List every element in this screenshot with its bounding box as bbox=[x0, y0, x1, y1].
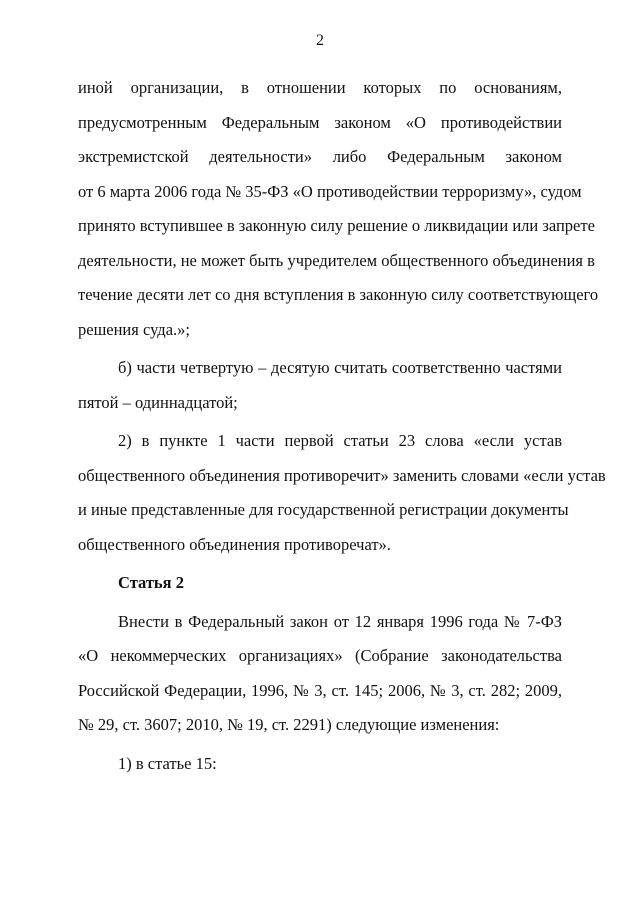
text-line: экстремистской деятельности» либо Федеральным законом bbox=[78, 147, 562, 166]
article-heading bbox=[78, 571, 562, 606]
document-body bbox=[78, 76, 606, 786]
paragraph-item-1 bbox=[78, 752, 562, 787]
text-line: б) части четвертую – десятую считать соответственно частями bbox=[118, 358, 562, 377]
text-line: Российской Федерации, 1996, № 3, ст. 145; 2006, № 3, ст. 282; 2009, bbox=[78, 680, 562, 700]
text-line: 1) в статье 15: bbox=[118, 753, 217, 773]
text-line: течение десяти лет со дня вступления в законную силу соответствующего bbox=[78, 285, 599, 304]
paragraph-item-b bbox=[78, 356, 562, 425]
text-line: «О некоммерческих организациях» (Собрание законодательства bbox=[78, 646, 562, 665]
text-line: от 6 марта 2006 года № 35-ФЗ «О противодействии терроризму», судом bbox=[78, 181, 582, 201]
page-number: 2 bbox=[316, 32, 324, 49]
text-line: № 29, ст. 3607; 2010, № 19, ст. 2291) следующие изменения: bbox=[78, 715, 500, 734]
text-line: 2) в пункте 1 части первой статьи 23 слова «если устав bbox=[118, 431, 562, 450]
text-line: решения суда.»; bbox=[78, 319, 190, 339]
text-line: Внести в Федеральный закон от 12 января 1996 года № 7-ФЗ bbox=[118, 611, 562, 631]
text-line: общественного объединения противоречит» заменить словами «если устав bbox=[78, 465, 606, 485]
paragraph-item-2 bbox=[78, 429, 606, 567]
paragraph-article-2 bbox=[78, 610, 562, 748]
paragraph-continuation bbox=[78, 76, 599, 352]
text-line: общественного объединения противоречат». bbox=[78, 534, 391, 554]
text-line: и иные представленные для государственной регистрации документы bbox=[78, 500, 569, 519]
text-line: пятой – одиннадцатой; bbox=[78, 392, 238, 412]
text-line: иной организации, в отношении которых по основаниям, bbox=[78, 78, 562, 97]
text-line: предусмотренным Федеральным законом «О противодействии bbox=[78, 112, 562, 132]
text-line: принято вступившее в законную силу решение о ликвидации или запрете bbox=[78, 216, 595, 235]
text-line: деятельности, не может быть учредителем общественного объединения в bbox=[78, 250, 595, 270]
article-title: Статья 2 bbox=[118, 573, 184, 592]
